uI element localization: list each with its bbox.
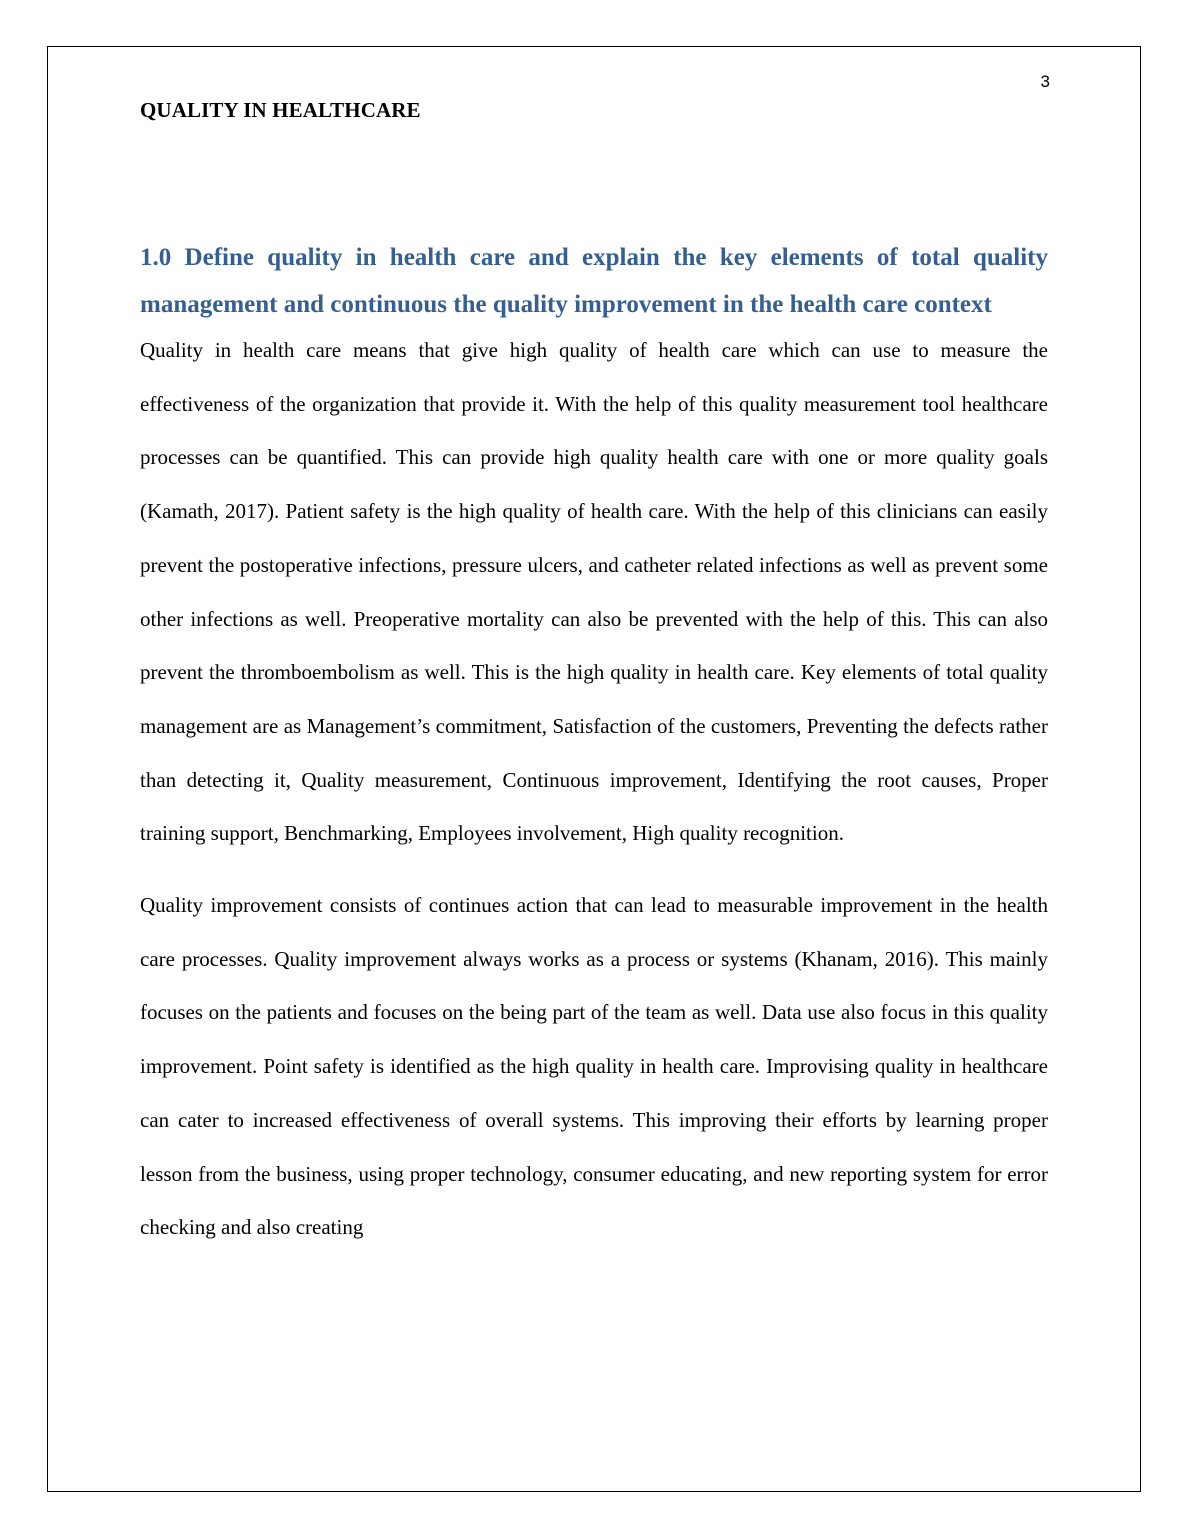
- document-body: [140, 234, 1048, 1255]
- running-head: QUALITY IN HEALTHCARE: [140, 98, 421, 122]
- paragraph-quality-definition: Quality in health care means that give high quality of health care which can use to measure the effectiveness of the organization that provide it. With the help of this quality measurement tool healthcare processes can be quantified. This can provide high quality health care with one or more quality goals (Kamath, 2017). Patient safety is the high quality of health care. With the help of this clinicians can easily prevent the postoperative infections, pressure ulcers, and catheter related infections as well as prevent some other infections as well. Preoperative mortality can also be prevented with the help of this. This can also prevent the thromboembolism as well. This is the high quality in health care. Key elements of total quality management are as Management’s commitment, Satisfaction of the customers, Preventing the defects rather than detecting it, Quality measurement, Continuous improvement, Identifying the root causes, Proper training support, Benchmarking, Employees involvement, High quality recognition.: [140, 338, 1048, 846]
- section-heading: 1.0 Define quality in health care and explain the key elements of total quality management and continuous the quality improvement in the health care context: [140, 244, 1048, 318]
- paragraph-quality-improvement: Quality improvement consists of continues action that can lead to measurable improvement in the health care processes. Quality improvement always works as a process or systems (Khanam, 2016). This mainly focuses on the patients and focuses on the being part of the team as well. Data use also focus in this quality improvement. Point safety is identified as the high quality in health care. Improvising quality in healthcare can cater to increased effectiveness of overall systems. This improving their efforts by learning proper lesson from the business, using proper technology, consumer educating, and new reporting system for error checking and also creating: [140, 893, 1048, 1240]
- page-number: 3: [1040, 72, 1050, 91]
